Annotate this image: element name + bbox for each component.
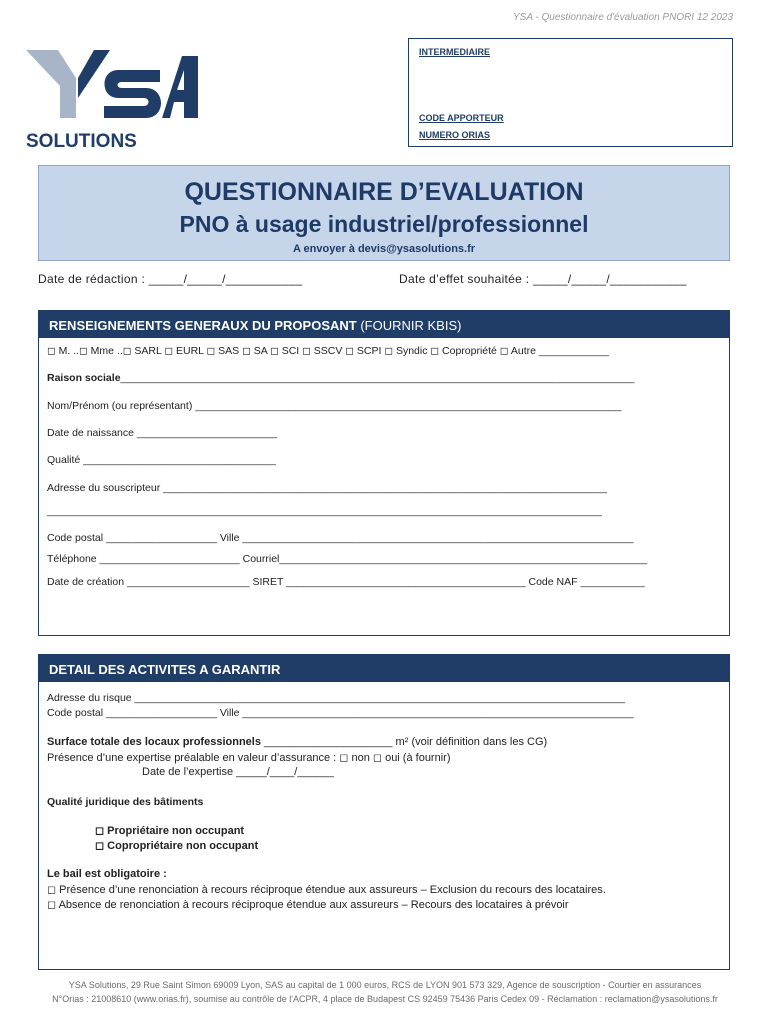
qualite-juridique-heading: Qualité juridique des bâtiments xyxy=(47,796,204,808)
proprietaire-checkbox[interactable]: ◻ Propriétaire non occupant xyxy=(95,825,245,837)
footer-company-info: YSA Solutions, 29 Rue Saint Simon 69009 Lyon, SAS au capital de 1 000 euros, RCS de LYON 901 573 329, Agence de souscription - Courtier en assurances xyxy=(68,980,702,990)
section-heading-suffix: (FOURNIR KBIS) xyxy=(360,318,462,333)
bail-option-renonciation[interactable]: ◻ Présence d’une renonciation à recours réciproque étendue aux assureurs – Exclusion du recours des locataires. xyxy=(47,884,606,896)
intermediary-box xyxy=(408,38,733,147)
bail-option-absence[interactable]: ◻ Absence de renonciation à recours réciproque étendue aux assureurs – Recours des locataires à prévoir xyxy=(47,899,569,911)
adresse-suite-field[interactable]: _______________________________________________________________________________________________ xyxy=(47,505,602,517)
title-box xyxy=(38,165,730,261)
qualite-field[interactable]: Qualité _________________________________ xyxy=(47,454,276,466)
date-expertise-field[interactable]: Date de l’expertise _____/____/______ xyxy=(142,766,335,778)
nom-prenom-field[interactable]: Nom/Prénom (ou représentant) _________________________________________________________________________ xyxy=(47,400,622,412)
intermediaire-label: INTERMEDIAIRE xyxy=(419,47,491,57)
bail-heading: Le bail est obligatoire : xyxy=(47,868,167,880)
subtitle: PNO à usage industriel/professionnel xyxy=(179,211,589,237)
adresse-field[interactable]: Adresse du souscripteur ____________________________________________________________________________ xyxy=(47,482,607,494)
date-effet-field[interactable]: Date d’effet souhaitée : _____/_____/___________ xyxy=(399,272,687,286)
send-to-email: A envoyer à devis@ysasolutions.fr xyxy=(292,243,476,255)
adresse-risque-field[interactable]: Adresse du risque ____________________________________________________________________________________ xyxy=(47,692,626,704)
code-apporteur-label: CODE APPORTEUR xyxy=(419,113,504,123)
date-redaction-field[interactable]: Date de rédaction : _____/_____/___________ xyxy=(38,272,303,286)
surface-field[interactable] xyxy=(47,736,547,748)
section-activities xyxy=(38,654,730,970)
section-general-info xyxy=(38,310,730,636)
logo-wordmark: SOLUTIONS xyxy=(26,131,137,150)
telephone-courriel-field[interactable]: Téléphone ________________________ Courriel_______________________________________________________________ xyxy=(47,553,648,565)
document-reference: YSA - Questionnaire d'évaluation PNORI 12 2023 xyxy=(513,12,733,23)
raison-sociale-label: Raison sociale xyxy=(47,372,121,384)
risque-code-postal-ville-field[interactable]: Code postal ___________________ Ville ___________________________________________________________________ xyxy=(47,707,634,719)
coproprietaire-checkbox[interactable]: ◻ Copropriétaire non occupant xyxy=(95,840,259,852)
date-creation-siret-naf-field[interactable]: Date de création _____________________ SIRET _________________________________________ Code NAF ___________ xyxy=(47,576,645,588)
company-logo xyxy=(26,50,201,150)
numero-orias-label: NUMERO ORIAS xyxy=(419,130,491,140)
section-activities-heading: DETAIL DES ACTIVITES A GARANTIR xyxy=(39,655,729,682)
footer-orias-info: N°Orias : 21008610 (www.orias.fr), soumise au contrôle de l'ACPR, 4 place de Budapest CS 92459 75436 Paris Cedex 09 - Réclamation : reclamation@ysasolutions.fr xyxy=(52,994,718,1004)
surface-label: Surface totale des locaux professionnels xyxy=(47,736,261,748)
section-heading-text: RENSEIGNEMENTS GENERAUX DU PROPOSANT xyxy=(49,318,357,333)
date-naissance-field[interactable]: Date de naissance ________________________ xyxy=(47,427,278,439)
raison-sociale-row[interactable] xyxy=(47,372,634,384)
surface-line: _____________________ m² (voir définition dans les CG) xyxy=(264,736,548,748)
code-postal-ville-field[interactable]: Code postal ___________________ Ville ___________________________________________________________________ xyxy=(47,532,634,544)
raison-sociale-line: ________________________________________________________________________________________ xyxy=(120,372,635,384)
main-title: QUESTIONNAIRE D’EVALUATION xyxy=(184,178,584,206)
expertise-options[interactable]: Présence d’une expertise préalable en valeur d’assurance : ◻ non ◻ oui (à fournir) xyxy=(47,752,451,764)
legal-form-options[interactable]: ◻ M. ..◻ Mme ..◻ SARL ◻ EURL ◻ SAS ◻ SA ◻ SCI ◻ SSCV ◻ SCPI ◻ Syndic ◻ Copropriété ◻ Autre ____________ xyxy=(47,345,609,357)
section-general-info-heading xyxy=(39,311,729,338)
ysa-logo-graphic xyxy=(26,50,201,150)
